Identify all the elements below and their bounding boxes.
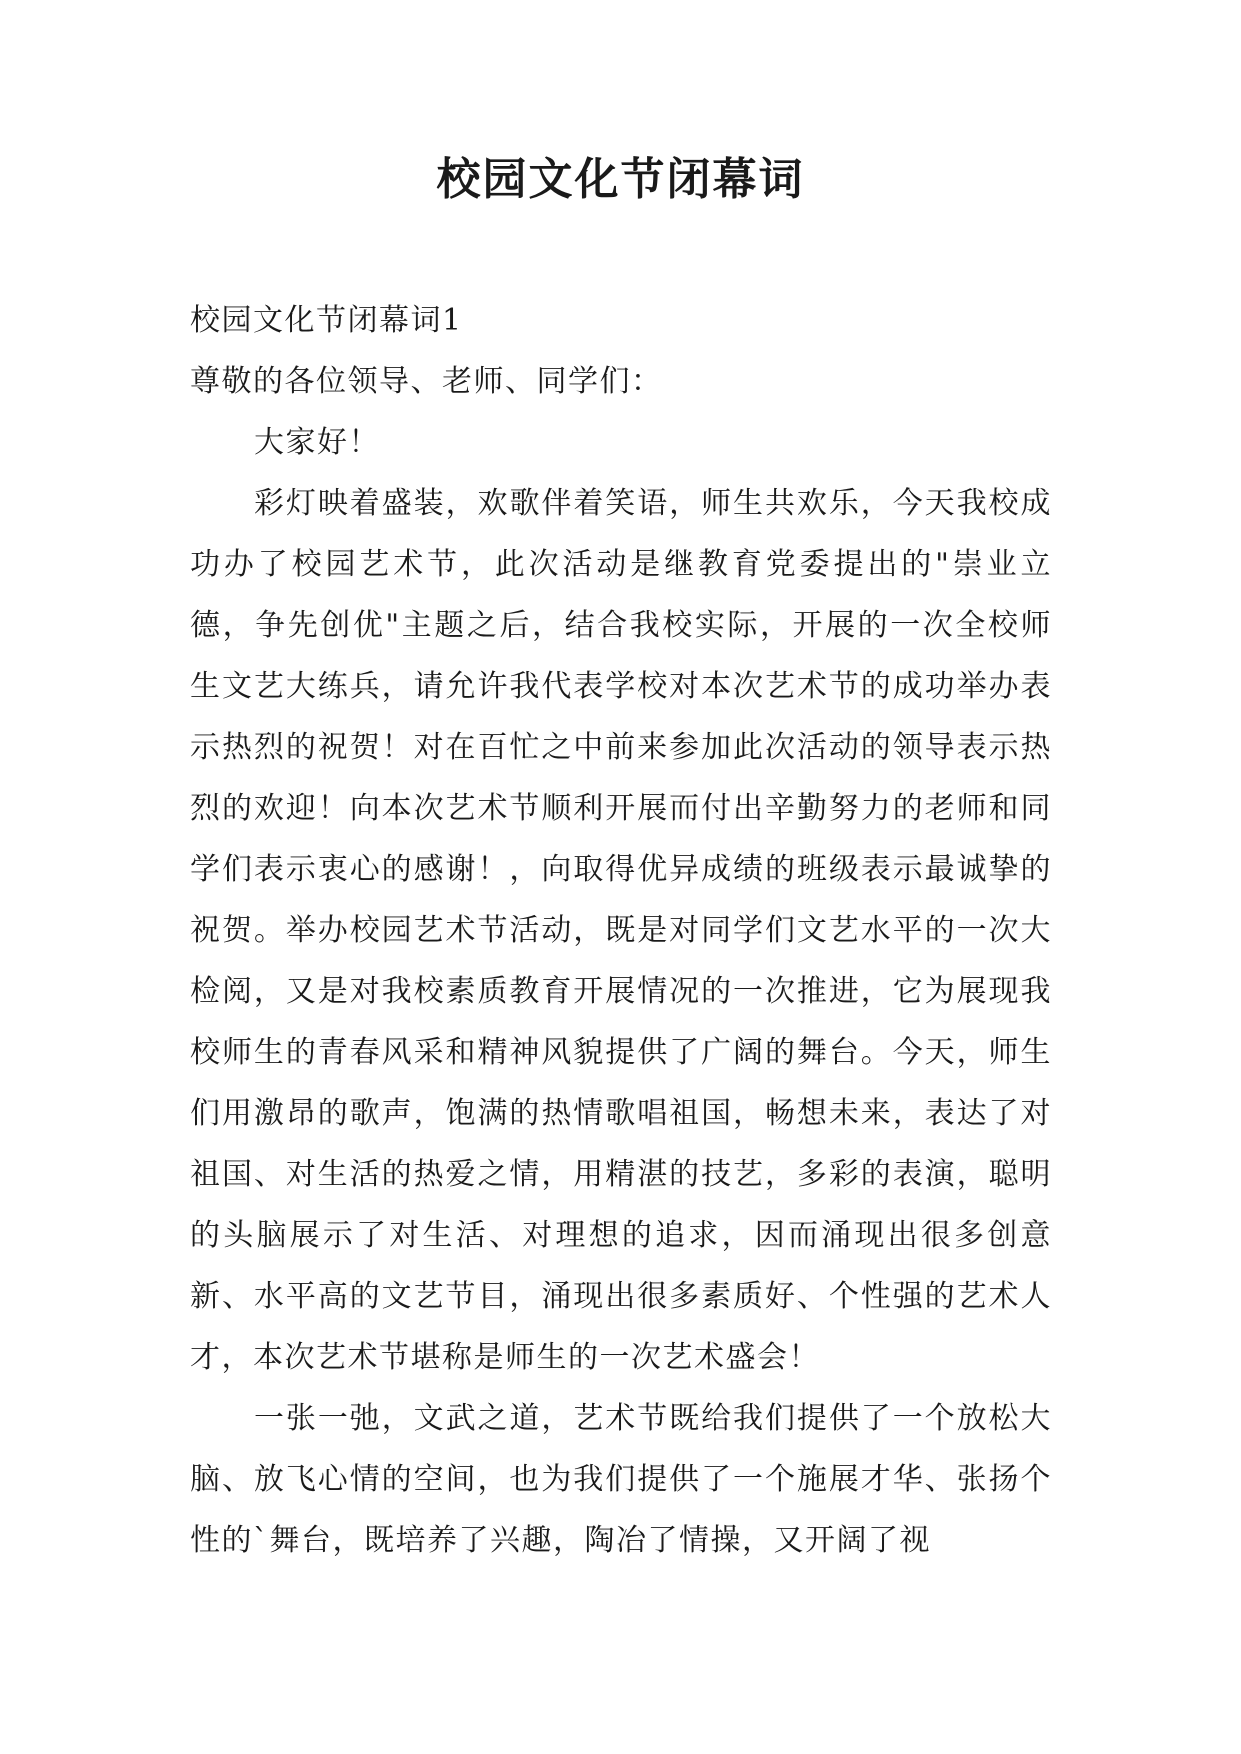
paragraph-2: 一张一弛，文武之道，艺术节既给我们提供了一个放松大脑、放飞心情的空间，也为我们提供了一个施展才华、张扬个性的`舞台，既培养了兴趣，陶冶了情操，又开阔了视 [190,1401,1052,1558]
greeting: 大家好！ [254,425,380,460]
paragraph-1: 彩灯映着盛装，欢歌伴着笑语，师生共欢乐，今天我校成功办了校园艺术节，此次活动是继教育党委提出的"崇业立德，争先创优"主题之后，结合我校实际，开展的一次全校师生文艺大练兵，请允许我代表学校对本次艺术节的成功举办表示热烈的祝贺！对在百忙之中前来参加此次活动的领导表示热烈的欢迎！向本次艺术节顺利开展而付出辛勤努力的老师和同学们表示衷心的感谢！，向取得优异成绩的班级表示最诚挚的祝贺。举办校园艺术节活动，既是对同学们文艺水平的一次大检阅，又是对我校素质教育开展情况的一次推进，它为展现我校师生的青春风采和精神风貌提供了广阔的舞台。今天，师生们用激昂的歌声，饱满的热情歌唱祖国，畅想未来，表达了对祖国、对生活的热爱之情，用精湛的技艺，多彩的表演，聪明的头脑展示了对生活、对理想的追求，因而涌现出很多创意新、水平高的文艺节目，涌现出很多素质好、个性强的艺术人才，本次艺术节堪称是师生的一次艺术盛会！ [190,486,1052,1375]
salutation: 尊敬的各位领导、老师、同学们： [190,364,663,399]
document-body [190,290,1052,1571]
section-heading: 校园文化节闭幕词1 [190,303,463,338]
document-title: 校园文化节闭幕词 [436,154,805,205]
